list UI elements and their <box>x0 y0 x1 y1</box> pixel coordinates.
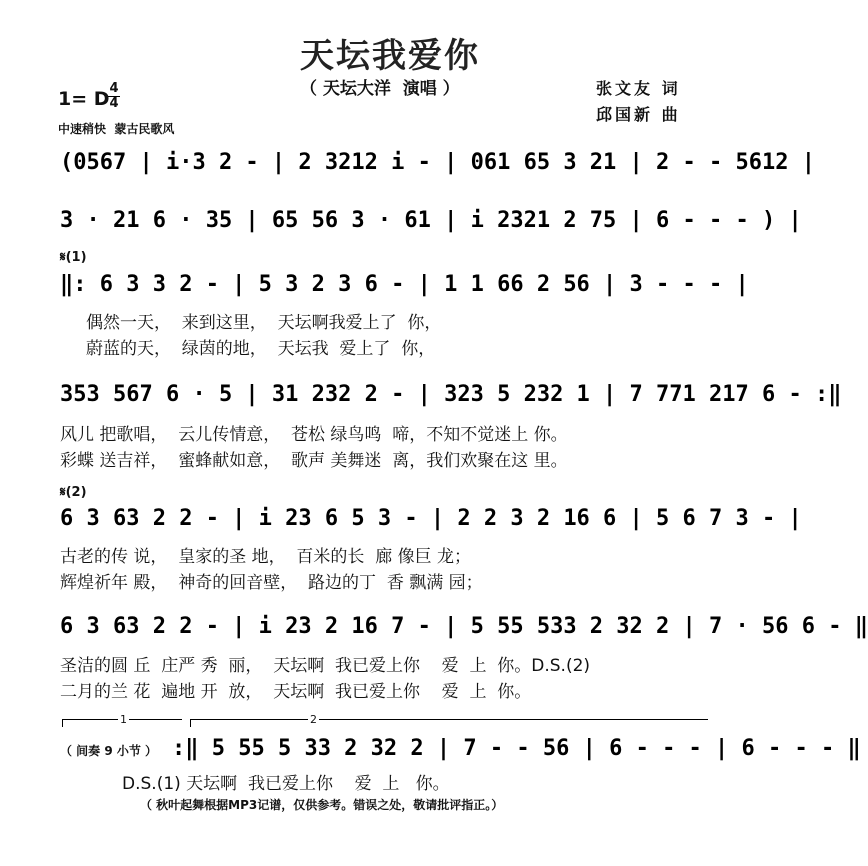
lyrics-row-5-verse-1: 古老的传 说， 皇家的圣 地， 百米的长 廊 像巨 龙； <box>60 547 472 567</box>
performer-subtitle: （ 天坛大洋 演唱 ） <box>300 79 460 99</box>
time-signature-bottom: 4 <box>109 96 119 111</box>
transcription-footnote: （ 秋叶起舞根据MP3记谱，仅供参考。错误之处，敬请批评指正。） <box>140 798 504 812</box>
segno-2-marker: 𝄋(2) <box>60 485 87 500</box>
notation-row-5: 6 3 63 2 2 - | i 23 6 5 3 - | 2 2 3 2 16 6 | 5 6 7 3 - | <box>60 506 802 531</box>
lyrics-row-6-verse-2: 二月的兰 花 遍地 开 放， 天坛啊 我已爱上你 爱 上 你。 <box>60 682 532 702</box>
key-signature: 1= D <box>58 88 110 110</box>
volta-1-tick <box>62 719 63 727</box>
volta-1-label: 1 <box>120 713 127 726</box>
notation-row-3: ‖: 6 3 3 2 - | 5 3 2 3 6 - | 1 1 66 2 56 | 3 - - - | <box>60 272 749 297</box>
volta-2-label: 2 <box>310 713 317 726</box>
notation-row-2: 3 · 21 6 · 35 | 65 56 3 · 61 | i 2321 2 75 | 6 - - - ) | <box>60 208 802 233</box>
time-signature-top: 4 <box>109 81 119 96</box>
lyrics-row-5-verse-2: 辉煌祈年 殿， 神奇的回音壁， 路边的丁 香 飘满 园； <box>60 573 483 593</box>
composer-credit: 邱国新 曲 <box>596 105 681 124</box>
lyrics-row-3-verse-1: 偶然一天， 来到这里， 天坛啊我爱上了 你， <box>86 313 442 333</box>
lyrics-row-4-verse-1: 风儿 把歌唱， 云儿传情意， 苍松 绿鸟鸣 啼，不知不觉迷上 你。 <box>60 425 568 445</box>
lyrics-row-4-verse-2: 彩蝶 送吉祥， 蜜蜂献如意， 歌声 美舞迷 离，我们欢聚在这 里。 <box>60 451 568 471</box>
segno-1-marker: 𝄋(1) <box>60 250 87 265</box>
volta-2-tick <box>190 719 191 727</box>
lyricist-credit: 张文友 词 <box>596 79 681 98</box>
notation-row-6: 6 3 63 2 2 - | i 23 2 16 7 - | 5 55 533 2 32 2 | 7 · 56 6 - ‖ <box>60 614 868 639</box>
lyrics-row-6-verse-1: 圣洁的圆 丘 庄严 秀 丽， 天坛啊 我已爱上你 爱 上 你。D.S.(2) <box>60 656 591 676</box>
song-title: 天坛我爱你 <box>300 36 480 76</box>
time-signature <box>108 82 120 111</box>
lyrics-row-7: D.S.(1) 天坛啊 我已爱上你 爱 上 你。 <box>122 774 450 794</box>
notation-row-7: :‖ 5 55 5 33 2 32 2 | 7 - - 56 | 6 - - - | 6 - - - ‖ <box>172 736 861 761</box>
tempo-marking: 中速稍快 蒙古民歌风 <box>58 122 175 136</box>
notation-row-1: (0567 | i·3 2 - | 2 3212 i - | 061 65 3 21 | 2 - - 5612 | <box>60 150 815 175</box>
lyrics-row-3-verse-2: 蔚蓝的天， 绿茵的地， 天坛我 爱上了 你， <box>86 339 436 359</box>
volta-2-bracket <box>190 719 708 720</box>
interlude-label: （ 间奏 9 小节 ） <box>60 744 158 758</box>
notation-row-4: 353 567 6 · 5 | 31 232 2 - | 323 5 232 1 | 7 771 217 6 - :‖ <box>60 382 842 407</box>
